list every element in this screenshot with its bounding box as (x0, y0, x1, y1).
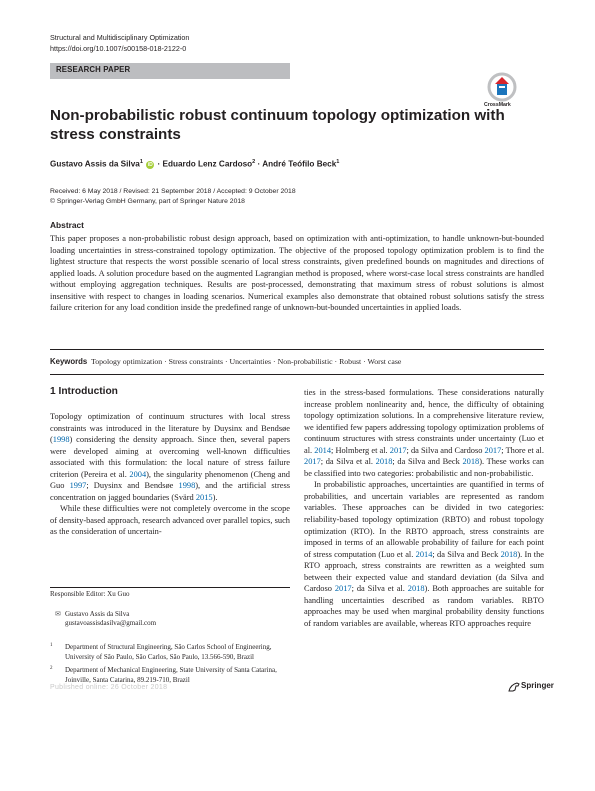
citation-year-link[interactable]: 2004 (129, 469, 147, 479)
publisher-name: Springer (521, 681, 554, 690)
citation-year-link[interactable]: 2018 (462, 457, 480, 467)
text-run: ). In the RTO approach, stress constraints are rewritten as a weighted sum between their expected value and standard deviation (da Silva and Cardoso (304, 549, 544, 594)
body-column-left (50, 411, 290, 538)
affiliation-item (50, 643, 290, 662)
text-run: ; da Silva and Cardoso (406, 445, 485, 455)
abstract-text: This paper proposes a non-probabilistic robust design approach, based on optimization with anti-optimization, to handle unknown-but-bounded loading uncertainties in stress-constrained topology optimization. The objective of the proposed topology optimization problem is to find the lightest structure that respects the worst possible scenario of local stress constraints, given predefined bounds on magnitudes and directions of applied loads. A solution procedure based on the augmented Lagrangian method is proposed, where worst-case local stress constraints are handled without employing aggregation techniques. Results are post-processed, demonstrating that maximum stress of robust solutions is almost insensitive with respect to changes in loading scenarios. Numerical examples also demonstrate that obtained robust solutions satisfy the stress failure criterion for any load condition inside the predefined range of unknown-but-bounded uncertainties in applied loads. (50, 234, 544, 313)
author-separator: · (157, 159, 161, 169)
copyright: © Springer-Verlag GmbH Germany, part of Springer Nature 2018 (50, 197, 245, 205)
contact-email[interactable]: gustavoassisdasilva@gmail.com (65, 619, 157, 627)
text-run: ), the singularity phenomenon (Cheng and Guo (50, 469, 290, 491)
text-run: ties in the stress-based formulations. These considerations naturally increase problem nonlinearity and, hence, the difficulty of obtaining topology optimization solutions. In a comprehensive literature review, we identified few papers addressing topology optimization problems of continuum structures with stress constraints under uncertainty (Luo et al. (304, 388, 544, 455)
affiliations (50, 643, 290, 689)
citation-year-link[interactable]: 2018 (375, 457, 393, 467)
citation-year-link[interactable]: 2017 (484, 445, 502, 455)
paragraph (50, 411, 290, 503)
affiliation-number: 2 (50, 666, 53, 671)
body-column-right (304, 387, 544, 629)
author-list (50, 157, 339, 170)
text-run: ; da Silva et al. (320, 457, 376, 467)
text-run: ; Duysinx and Bendsøe (86, 481, 179, 491)
section-heading: 1 Introduction (50, 386, 118, 397)
crossmark-label: CrossMark (484, 102, 511, 108)
citation-year-link[interactable]: 1997 (69, 481, 87, 491)
responsible-editor: Responsible Editor: Xu Guo (50, 590, 130, 598)
citation-year-link[interactable]: 2017 (304, 457, 321, 467)
author-separator: · (257, 159, 261, 169)
keywords-label: Keywords (50, 357, 88, 366)
affiliation-marker: 1 (336, 159, 340, 165)
affiliation-item (50, 666, 290, 685)
text-run: ) considering the density approach. Since then, several papers were developed aiming at overcoming well-known difficulties associated with this formulation: the local nature of stress failure criterion (Pereira et al. (50, 435, 290, 479)
text-run: ; Holmberg et al. (331, 445, 390, 455)
contact-name: Gustavo Assis da Silva (65, 610, 130, 618)
text-run: ). Both approaches are suitable for handling uncertainties described as random variables. RBTO approaches may be used when marginal probability density functions of random variables are available, whereas RTO approaches require (304, 584, 544, 628)
text-run: ; da Silva et al. (351, 584, 408, 594)
keywords-list: Topology optimization · Stress constraints · Uncertainties · Non-probabilistic · Robust · Worst case (91, 357, 402, 366)
keywords-rule-top (50, 349, 544, 350)
text-run: Topology optimization of continuum structures with local stress constraints was introduced in the literature by Duysinx and Bendsøe ( (50, 412, 290, 445)
text-run: ; da Silva and Beck (432, 549, 501, 559)
author-name[interactable]: Gustavo Assis da Silva (50, 159, 140, 169)
affiliation-number: 1 (50, 643, 53, 648)
crossmark-icon[interactable] (486, 72, 518, 102)
citation-year-link[interactable]: 1998 (52, 435, 70, 445)
citation-year-link[interactable]: 2017 (334, 584, 352, 594)
citation-year-link[interactable]: 2017 (389, 445, 407, 455)
mail-icon[interactable]: ✉ (55, 611, 61, 618)
citation-year-link[interactable]: 2018 (500, 549, 518, 559)
keywords (50, 356, 401, 367)
text-run: ; da Silva and Beck (392, 457, 463, 467)
paragraph (304, 479, 544, 629)
orcid-icon[interactable]: iD (147, 161, 153, 168)
footnote-rule (50, 587, 290, 588)
journal-name: Structural and Multidisciplinary Optimization (50, 33, 190, 42)
springer-horse-icon (507, 681, 521, 693)
article-title: Non-probabilistic robust continuum topology optimization with stress constraints (50, 107, 505, 143)
corresponding-author (65, 610, 156, 628)
citation-year-link[interactable]: 2015 (195, 492, 213, 502)
history-dates: Received: 6 May 2018 / Revised: 21 September 2018 / Accepted: 9 October 2018 (50, 188, 296, 195)
text-run: ). These works can be classified into two categories: probabilistic and non-probabilistic. (304, 457, 544, 478)
keywords-rule-bottom (50, 374, 544, 375)
article-type-label: RESEARCH PAPER (56, 64, 131, 74)
affiliation-marker: 2 (252, 159, 256, 165)
published-online: Published online: 26 October 2018 (50, 684, 168, 691)
citation-year-link[interactable]: 2018 (407, 584, 425, 594)
abstract-heading: Abstract (50, 220, 84, 230)
paragraph (304, 387, 544, 479)
affiliation-text: Department of Mechanical Engineering, State University of Santa Catarina, Joinville, Santa Catarina, 89.219-710, Brazil (65, 666, 277, 684)
paragraph (50, 503, 290, 538)
doi-link[interactable]: https://doi.org/10.1007/s00158-018-2122-0 (50, 44, 187, 53)
text-run: While these difficulties were not completely overcome in the scope of density-based approach, research advanced over parallel topics, such as the consideration of uncertain- (50, 504, 290, 537)
citation-year-link[interactable]: 2014 (415, 549, 433, 559)
text-run: ). (212, 492, 218, 502)
text-run: ; Thore et al. (501, 445, 544, 455)
citation-year-link[interactable]: 1998 (178, 481, 196, 491)
text-run: In probabilistic approaches, uncertainties are quantified in terms of probabilities, and uncertain variables are represented as random variables. These approaches can be divided in two categories: reliability-based topology optimization (RBTO) and robust topology optimization (RTO). In the RBTO approach, stress constraints are imposed in terms of an allowable probability of failure for each point of stress computation (Luo et al. (304, 480, 544, 559)
author-name[interactable]: André Teófilo Beck (262, 159, 337, 169)
citation-year-link[interactable]: 2014 (314, 445, 331, 455)
text-run: ), and the artificial stress concentration on jagged boundaries (Svärd (50, 481, 290, 502)
affiliation-text: Department of Structural Engineering, São Carlos School of Engineering, University of São Paulo, São Carlos, São Paulo, 13.566-590, Brazil (65, 643, 272, 661)
affiliation-marker: 1 (139, 159, 143, 165)
author-name[interactable]: Eduardo Lenz Cardoso (162, 159, 253, 169)
